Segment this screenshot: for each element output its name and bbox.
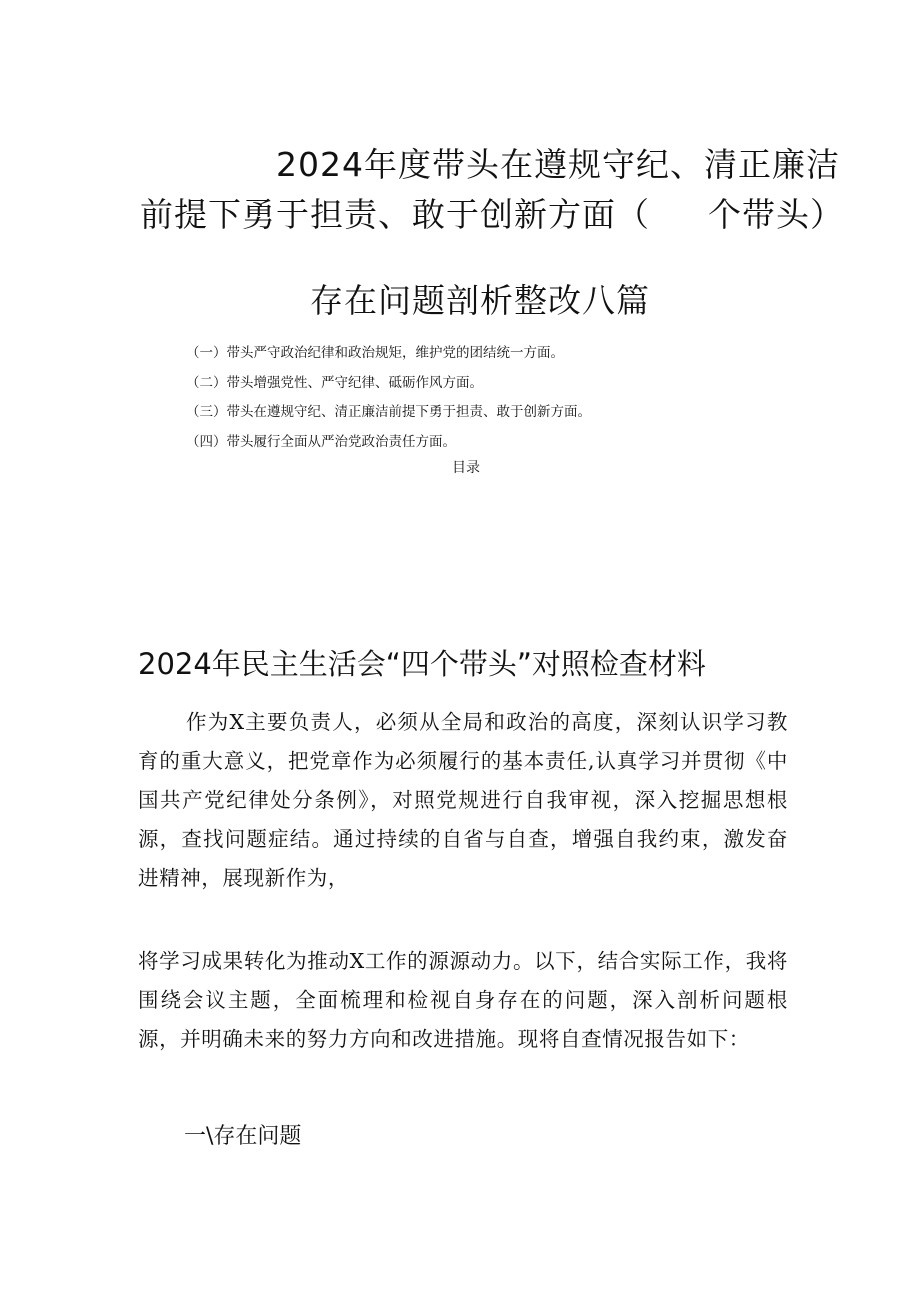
- toc-item[interactable]: （三）带头在遵规守纪、清正廉洁前提下勇于担责、敢于创新方面。: [186, 404, 591, 420]
- toc-item[interactable]: （四）带头履行全面从严治党政治责任方面。: [186, 433, 456, 450]
- document-title-line-2: [140, 189, 844, 236]
- toc-item[interactable]: （一）带头严守政治纪律和政治规矩，维护党的团结统一方面。: [186, 345, 564, 361]
- document-title-line-2-part-a: 前提下勇于担责、敢于创新方面（: [140, 195, 650, 234]
- toc-item[interactable]: （二）带头增强党性、严守纪律、砥砺作风方面。: [186, 374, 483, 391]
- body-paragraph-1: 作为X主要负责人，必须从全局和政治的高度，深刻认识学习教育的重大意义，把党章作为必须履行的基本责任,认真学习并贯彻《中国共产党纪律处分条例》，对照党规进行自我审视，深入挖掘思想根源，查找问题症结。通过持续的自省与自查，增强自我约束，激发奋进精神，展现新作为，: [138, 710, 788, 890]
- toc-label: 目录: [452, 460, 480, 476]
- document-title-line-2-part-b: 个带头）: [708, 195, 844, 234]
- document-title-line-3: 存在问题剖析整改八篇: [310, 281, 650, 320]
- table-of-contents: [186, 339, 591, 457]
- document-title-line-1: 2024年度带头在遵规守纪、清正廉洁: [276, 145, 840, 184]
- section-heading-issues: 一\存在问题: [184, 1124, 302, 1149]
- article-heading: 2024年民主生活会“四个带头”对照检查材料: [138, 647, 706, 681]
- body-paragraph-2: 将学习成果转化为推动X工作的源源动力。以下，结合实际工作，我将围绕会议主题，全面梳理和检视自身存在的问题，深入剖析问题根源，并明确未来的努力方向和改进措施。现将自查情况报告如下：: [138, 949, 788, 1051]
